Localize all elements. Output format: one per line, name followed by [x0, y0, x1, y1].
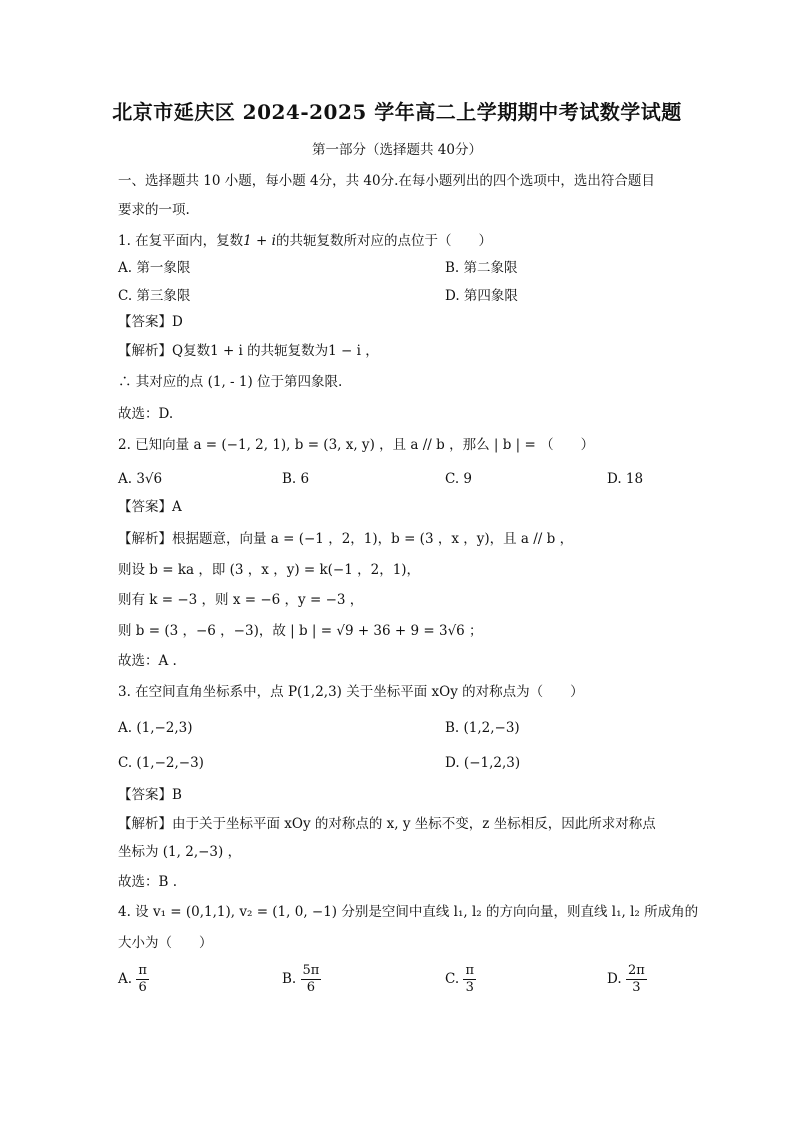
q4-option-c-label: C. — [445, 971, 460, 987]
q3-option-b: B. (1,2,−3) — [445, 720, 520, 736]
q4-option-c — [445, 963, 476, 996]
q3-explanation-2: 坐标为 (1, 2,−3) ， — [118, 844, 242, 860]
q3-option-a: A. (1,−2,3) — [118, 720, 193, 736]
q4-option-b-numerator: 5π — [302, 963, 320, 978]
q4-option-c-denominator: 3 — [465, 980, 474, 995]
q1-option-b: B. 第二象限 — [445, 260, 518, 276]
q4-option-d-denominator: 3 — [632, 980, 641, 995]
q4-option-c-fraction — [463, 963, 476, 996]
section-intro-line2: 要求的一项. — [118, 202, 190, 218]
q1-explanation-3: 故选：D. — [118, 406, 174, 422]
q3-answer: 【答案】B — [118, 787, 182, 803]
q2-answer: 【答案】A — [118, 499, 182, 515]
q2-explanation-1: 【解析】根据题意，向量 a = (−1 ，2，1)，b = (3 ，x ，y)，且 a // b ， — [118, 531, 574, 547]
q4-option-a — [118, 963, 149, 996]
q4-option-c-numerator: π — [465, 963, 474, 978]
q4-option-a-denominator: 6 — [138, 980, 147, 995]
q4-stem-line2: 大小为（ ） — [118, 935, 213, 951]
q1-answer: 【答案】D — [118, 314, 183, 330]
q1-option-a: A. 第一象限 — [118, 260, 191, 276]
q4-option-d-fraction — [626, 963, 647, 996]
q1-stem-expr: 1 + i — [243, 233, 276, 249]
page-title: 北京市延庆区 2024-2025 学年高二上学期期中考试数学试题 — [112, 100, 682, 124]
q4-option-d — [607, 963, 647, 996]
section-subtitle: 第一部分（选择题共 40分） — [312, 142, 482, 158]
q4-option-b-denominator: 6 — [306, 980, 316, 995]
q3-explanation-1: 【解析】由于关于坐标平面 xOy 的对称点的 x, y 坐标不变，z 坐标相反，因此所求对称点 — [118, 816, 656, 832]
q1-explanation-2: ∴ 其对应的点 (1, - 1) 位于第四象限. — [118, 374, 343, 390]
q2-explanation-3: 则有 k = −3 ，则 x = −6 ，y = −3 ， — [118, 592, 364, 608]
q3-option-c: C. (1,−2,−3) — [118, 755, 204, 771]
q3-option-d: D. (−1,2,3) — [445, 755, 521, 771]
q4-option-a-label: A. — [118, 971, 133, 987]
q1-option-d: D. 第四象限 — [445, 288, 518, 304]
q4-stem-line1: 4. 设 v₁ = (0,1,1), v₂ = (1, 0, −1) 分别是空间中直线 l₁, l₂ 的方向向量，则直线 l₁, l₂ 所成角的 — [118, 904, 699, 920]
q4-option-a-numerator: π — [138, 963, 147, 978]
q1-stem-a: 1. 在复平面内，复数 — [118, 233, 244, 249]
q2-stem: 2. 已知向量 a = (−1, 2, 1), b = (3, x, y) ，且 a // b ，那么 | b | = （ ） — [118, 437, 595, 453]
q3-stem: 3. 在空间直角坐标系中，点 P(1,2,3) 关于坐标平面 xOy 的对称点为（ ） — [118, 684, 584, 700]
q1-stem-b: 的共轭复数所对应的点位于（ ） — [275, 233, 492, 249]
q4-option-b — [282, 963, 321, 996]
q2-option-d: D. 18 — [607, 471, 644, 487]
q2-explanation-2: 则设 b = ka ，即 (3 ，x ，y) = k(−1 ，2，1)， — [118, 562, 421, 578]
q4-option-b-fraction — [301, 963, 322, 996]
section-intro-line1: 一、选择题共 10 小题，每小题 4分，共 40分.在每小题列出的四个选项中，选出符合题目 — [118, 173, 655, 189]
q1-explanation-1: 【解析】Q复数1 + i 的共轭复数为1 − i ， — [118, 343, 379, 359]
q4-option-b-label: B. — [282, 971, 297, 987]
q1-stem — [118, 232, 492, 250]
q4-option-d-numerator: 2π — [627, 963, 645, 978]
q2-option-b: B. 6 — [282, 471, 310, 487]
q1-option-c: C. 第三象限 — [118, 288, 191, 304]
q4-option-d-label: D. — [607, 971, 622, 987]
q2-explanation-4: 则 b = (3 ，−6 ，−3)，故 | b | = √9 + 36 + 9 = 3√6 ； — [118, 623, 483, 639]
q2-option-c: C. 9 — [445, 471, 473, 487]
q2-explanation-5: 故选：A . — [118, 653, 177, 669]
q4-option-a-fraction — [136, 963, 149, 996]
q2-option-a: A. 3√6 — [118, 471, 163, 487]
q3-explanation-3: 故选：B . — [118, 874, 178, 890]
